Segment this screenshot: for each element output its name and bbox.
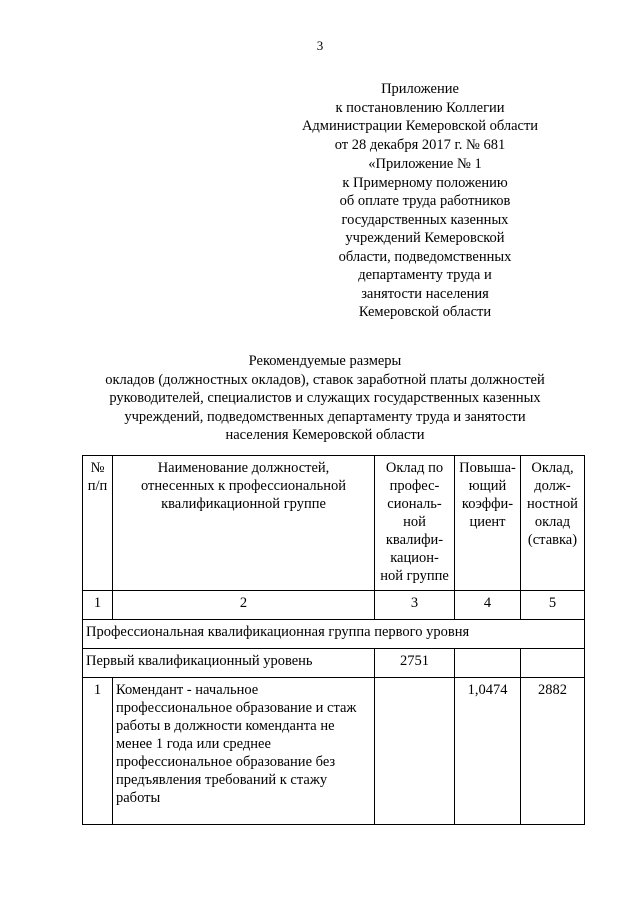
appendix-sub-line: об оплате труда работников [339,193,511,209]
header-line: кацион- [390,550,439,566]
row-position-name: Комендант - начальное профессиональное образование и стаж работы в должности коменданта не менее 1 года или среднее профессиональное образование без предъявления требований к стажу работы [113,678,375,825]
level-title: Первый квалификационный уровень [83,649,375,678]
appendix-sub-line: занятости населения [361,285,489,302]
table-header-row [83,456,585,591]
header-line: Оклад, [531,460,574,476]
column-number: 2 [113,591,375,620]
header-line: профес- [389,478,440,494]
header-line: оклад [534,514,571,530]
appendix-sub-header [310,155,540,322]
empty-cell [521,649,585,678]
header-coefficient [455,456,521,591]
header-line: ностной [527,496,578,512]
header-name [113,456,375,591]
header-line: Повыша- [459,460,516,476]
header-line: Наименование должностей, [157,460,330,476]
header-salary [521,456,585,591]
column-number: 3 [375,591,455,620]
header-line: циент [469,514,506,530]
column-number: 5 [521,591,585,620]
level-salary: 2751 [375,649,455,678]
header-line: № [90,460,105,476]
group-title: Профессиональная квалификационная группа первого уровня [83,620,585,649]
header-line: квалифи- [385,532,444,548]
header-salary-group [375,456,455,591]
table-row [83,678,585,825]
appendix-line: Приложение [381,81,459,97]
salary-table [82,455,585,825]
row-num: 1 [83,678,113,825]
appendix-line: Администрации Кемеровской области [301,118,539,134]
header-num [83,456,113,591]
title-line: учреждений, подведомственных департаменту труда и занятости [124,408,526,425]
appendix-line: от 28 декабря 2017 г. № 681 [334,136,506,153]
appendix-sub-line: Кемеровской области [358,304,492,320]
column-number-row [83,591,585,620]
title-line: руководителей, специалистов и служащих государственных казенных [109,390,541,406]
document-title [78,352,572,445]
row-salary: 2882 [521,678,585,825]
row-salary-group [375,678,455,825]
header-line: Оклад по [385,460,444,476]
header-line: (ставка) [527,532,578,548]
title-line: населения Кемеровской области [225,427,425,443]
appendix-header [300,80,540,154]
appendix-sub-line: области, подведомственных [338,248,512,265]
column-number: 1 [83,591,113,620]
column-number: 4 [455,591,521,620]
row-coefficient: 1,0474 [455,678,521,825]
header-line: квалификационной группе [161,496,326,512]
title-line: окладов (должностных окладов), ставок заработной платы должностей [105,371,545,388]
header-line: п/п [87,478,108,494]
appendix-sub-line: департаменту труда и [358,267,492,283]
appendix-sub-line: «Приложение № 1 [368,156,482,172]
title-line: Рекомендуемые размеры [248,353,402,369]
header-line: сиональ- [387,496,442,512]
level-row [83,649,585,678]
header-line: долж- [534,478,571,494]
page-number: 3 [316,38,324,53]
header-line: ной группе [380,568,449,584]
appendix-sub-line: государственных казенных [341,211,509,228]
header-line: ющий [468,478,507,494]
appendix-sub-line: к Примерному положению [342,174,508,191]
group-row [83,620,585,649]
appendix-line: к постановлению Коллегии [335,99,505,116]
header-line: отнесенных к профессиональной [140,478,347,494]
appendix-sub-line: учреждений Кемеровской [345,230,505,246]
header-line: ной [403,514,426,530]
header-line: коэффи- [461,496,514,512]
empty-cell [455,649,521,678]
